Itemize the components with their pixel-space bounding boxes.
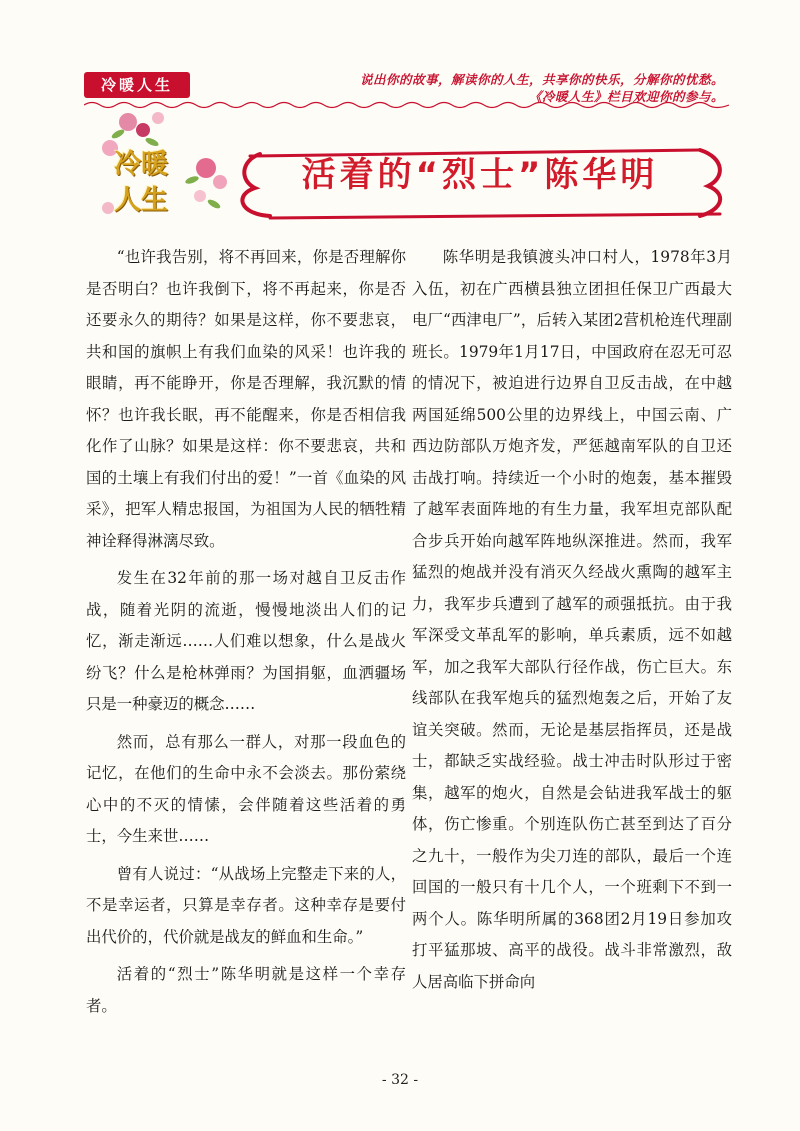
- page-number: - 32 -: [381, 1072, 419, 1088]
- column-tagline: 说出你的故事，解读你的人生，共享你的快乐，分解你的忧愁。: [359, 72, 724, 87]
- column-invitation: 《冷暖人生》栏目欢迎你的参与。: [528, 89, 724, 104]
- logo-text-line2: 人生: [114, 185, 168, 216]
- paragraph: 然而，总有那么一群人，对那一段血色的记忆，在他们的生命中永不会淡去。那份萦绕心中的不灭的情愫，会伴随着这些活着的勇士，今生来世……: [86, 732, 406, 845]
- paragraph: 发生在32年前的那一场对越自卫反击作战，随着光阴的流逝，慢慢地淡出人们的记忆，渐走渐远……人们难以想象，什么是战火纷飞？什么是枪林弹雨？为国捐躯，血洒疆场只是一种豪迈的概念……: [86, 569, 406, 713]
- paragraph: “也许我告别，将不再回来，你是否理解你是否明白？也许我倒下，将不再起来，你是否还要永久的期待？如果是这样，你不要悲哀，共和国的旗帜上有我们血染的风采！也许我的眼睛，再不能睁开，你是否理解，我沉默的情怀？也许我长眠，再不能醒来，你是否相信我化作了山脉？如果是这样：你不要悲哀，共和国的土壤上有我们付出的爱！”一首《血染的风采》，把军人精忠报国，为祖国为人民的牺牲精神诠释得淋漓尽致。: [86, 248, 406, 550]
- left-text-column: [86, 242, 406, 1028]
- article-title: 活着的“烈士”陈华明: [301, 155, 659, 195]
- right-text-column: [412, 242, 732, 998]
- section-tag: 冷暖人生: [84, 72, 190, 98]
- logo-text-line1: 冷暖: [114, 149, 168, 180]
- paragraph: 陈华明是我镇渡头冲口村人，1978年3月入伍，初在广西横县独立团担任保卫广西最大电厂“西津电厂”，后转入某团2营机枪连代理副班长。1979年1月17日，中国政府在忍无可忍的情况下，被迫进行边界自卫反击战，在中越两国延绵500公里的边界线上，中国云南、广西边防部队万炮齐发，严惩越南军队的自卫还击战打响。持续近一个小时的炮轰，基本摧毁了越军表面阵地的有生力量，我军坦克部队配合步兵开始向越军阵地纵深推进。然而，我军猛烈的炮战并没有消灭久经战火熏陶的越军主力，我军步兵遭到了越军的顽强抵抗。由于我军深受文革乱军的影响，单兵素质，远不如越军，加之我军大部队行径作战，伤亡巨大。东线部队在我军炮兵的猛烈炮轰之后，开始了友谊关突破。然而，无论是基层指挥员，还是战士，都缺乏实战经验。战士冲击时队形过于密集，越军的炮火，自然是会钻进我军战士的躯体，伤亡惨重。个别连队伤亡甚至到达了百分之九十，一般作为尖刀连的部队，最后一个连回国的一般只有十几个人，一个班剩下不到一两个人。陈华明所属的368团2月19日参加攻打平猛那坡、高平的战役。战斗非常激烈，敌人居高临下拼命向: [412, 248, 732, 991]
- paragraph: 活着的“烈士”陈华明就是这样一个幸存者。: [86, 965, 406, 1015]
- paragraph: 曾有人说过：“从战场上完整走下来的人，不是幸运者，只算是幸存者。这种幸存是要付出代价的，代价就是战友的鲜血和生命。”: [86, 864, 406, 946]
